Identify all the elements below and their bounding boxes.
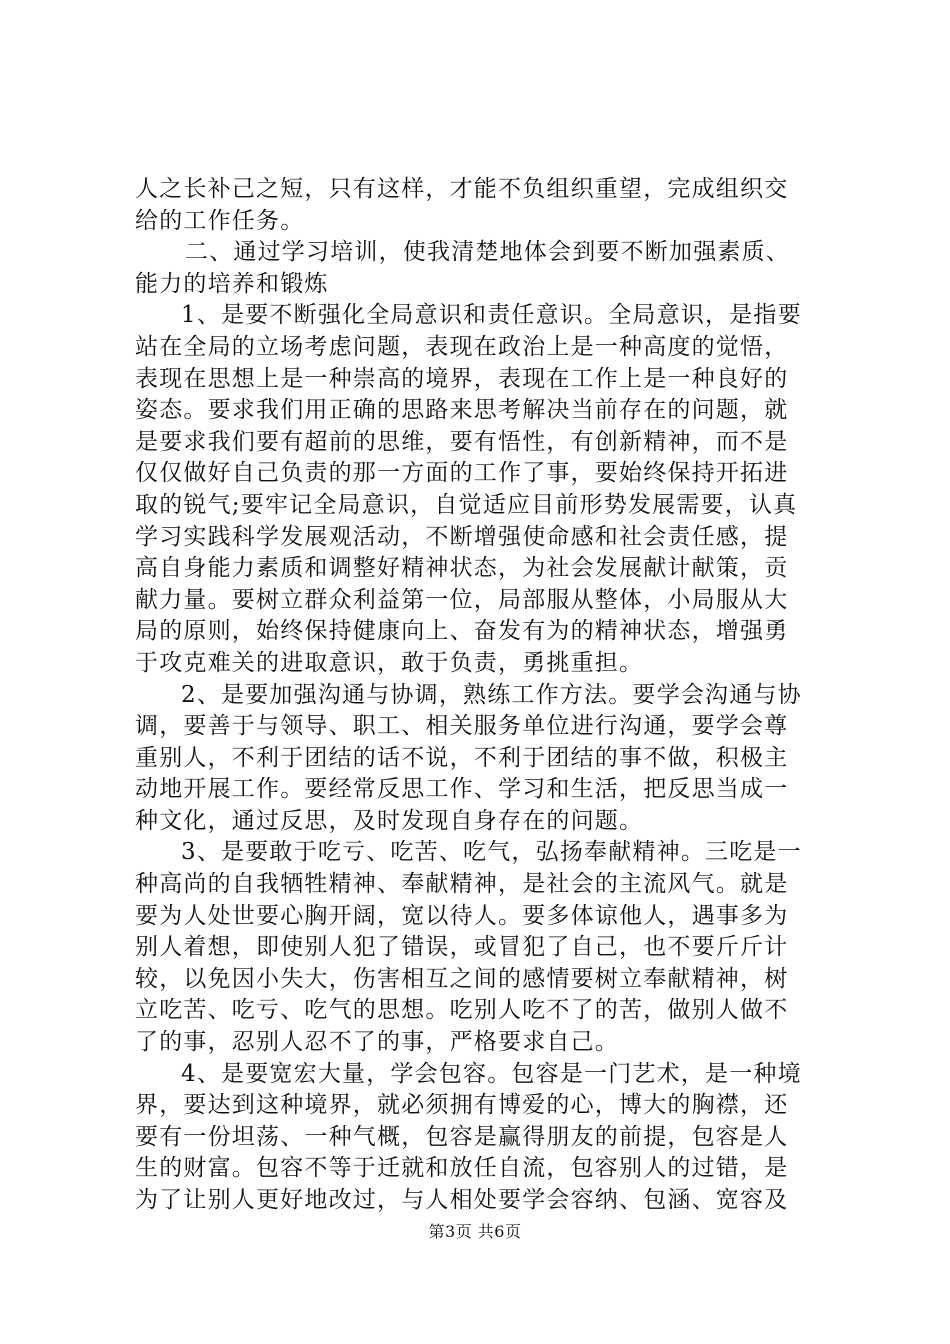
paragraph-start: 1、是要不断强化全局意识和责任意识。全局意识，是指要 bbox=[181, 302, 802, 329]
paragraph-start: 4、是要宽宏大量，学会包容。包容是一门艺术，是一种境 bbox=[181, 1060, 802, 1087]
text-line: 动地开展工作。要经常反思工作、学习和生活，把反思当成一 bbox=[135, 776, 789, 803]
text-line: 姿态。要求我们用正确的思路来思考解决当前存在的问题，就 bbox=[135, 397, 789, 424]
text-line: 要为人处世要心胸开阔，宽以待人。要多体谅他人，遇事多为 bbox=[135, 902, 789, 929]
text-line: 了的事，忍别人忍不了的事，严格要求自己。 bbox=[135, 1029, 619, 1056]
text-line: 是要求我们要有超前的思维，要有悟性，有创新精神，而不是 bbox=[135, 428, 789, 455]
text-line: 别人着想，即使别人犯了错误，或冒犯了自己，也不要斤斤计 bbox=[135, 934, 789, 961]
text-line: 仅仅做好自己负责的那一方面的工作了事，要始终保持开拓进 bbox=[135, 460, 789, 487]
text-line: 献力量。要树立群众利益第一位，局部服从整体，小局服从大 bbox=[135, 586, 789, 613]
text-line: 立吃苦、吃亏、吃气的思想。吃别人吃不了的苦，做别人做不 bbox=[135, 997, 789, 1024]
text-line: 给的工作任务。 bbox=[135, 207, 305, 234]
text-line: 取的锐气;要牢记全局意识，自觉适应目前形势发展需要，认真 bbox=[135, 491, 798, 518]
text-line: 较，以免因小失大，伤害相互之间的感情要树立奉献精神，树 bbox=[135, 965, 789, 992]
text-line: 调，要善于与领导、职工、相关服务单位进行沟通，要学会尊 bbox=[135, 713, 789, 740]
document-body bbox=[135, 174, 825, 1217]
text-line: 学习实践科学发展观活动，不断增强使命感和社会责任感，提 bbox=[135, 523, 789, 550]
text-line: 局的原则，始终保持健康向上、奋发有为的精神状态，增强勇 bbox=[135, 618, 789, 645]
text-line: 高自身能力素质和调整好精神状态，为社会发展献计献策，贡 bbox=[135, 555, 789, 582]
paragraph-start: 2、是要加强沟通与协调，熟练工作方法。要学会沟通与协 bbox=[181, 681, 802, 708]
text-line: 站在全局的立场考虑问题，表现在政治上是一种高度的觉悟， bbox=[135, 333, 789, 360]
text-line: 于攻克难关的进取意识，敢于负责，勇挑重担。 bbox=[135, 649, 644, 676]
text-line: 重别人，不利于团结的话不说，不利于团结的事不做，积极主 bbox=[135, 744, 789, 771]
text-line: 种高尚的自我牺牲精神、奉献精神，是社会的主流风气。就是 bbox=[135, 871, 789, 898]
text-line: 人之长补己之短，只有这样，才能不负组织重望，完成组织交 bbox=[135, 176, 789, 202]
section-heading: 二、通过学习培训，使我清楚地体会到要不断加强素质、 bbox=[185, 239, 790, 266]
text-line: 要有一份坦荡、一种气概，包容是赢得朋友的前提，包容是人 bbox=[135, 1123, 789, 1150]
text-line: 界，要达到这种境界，就必须拥有博爱的心，博大的胸襟，还 bbox=[135, 1092, 789, 1119]
text-line: 为了让别人更好地改过，与人相处要学会容纳、包涵、宽容及 bbox=[135, 1187, 789, 1213]
page-number-footer: 第3页 共6页 bbox=[428, 1222, 522, 1241]
paragraph-start: 3、是要敢于吃亏、吃苦、吃气，弘扬奉献精神。三吃是一 bbox=[181, 839, 802, 866]
text-line: 种文化，通过反思，及时发现自身存在的问题。 bbox=[135, 807, 644, 834]
text-line: 表现在思想上是一种崇高的境界，表现在工作上是一种良好的 bbox=[135, 365, 789, 392]
text-line: 生的财富。包容不等于迁就和放任自流，包容别人的过错，是 bbox=[135, 1155, 789, 1182]
section-heading-continued: 能力的培养和锻炼 bbox=[135, 270, 329, 297]
